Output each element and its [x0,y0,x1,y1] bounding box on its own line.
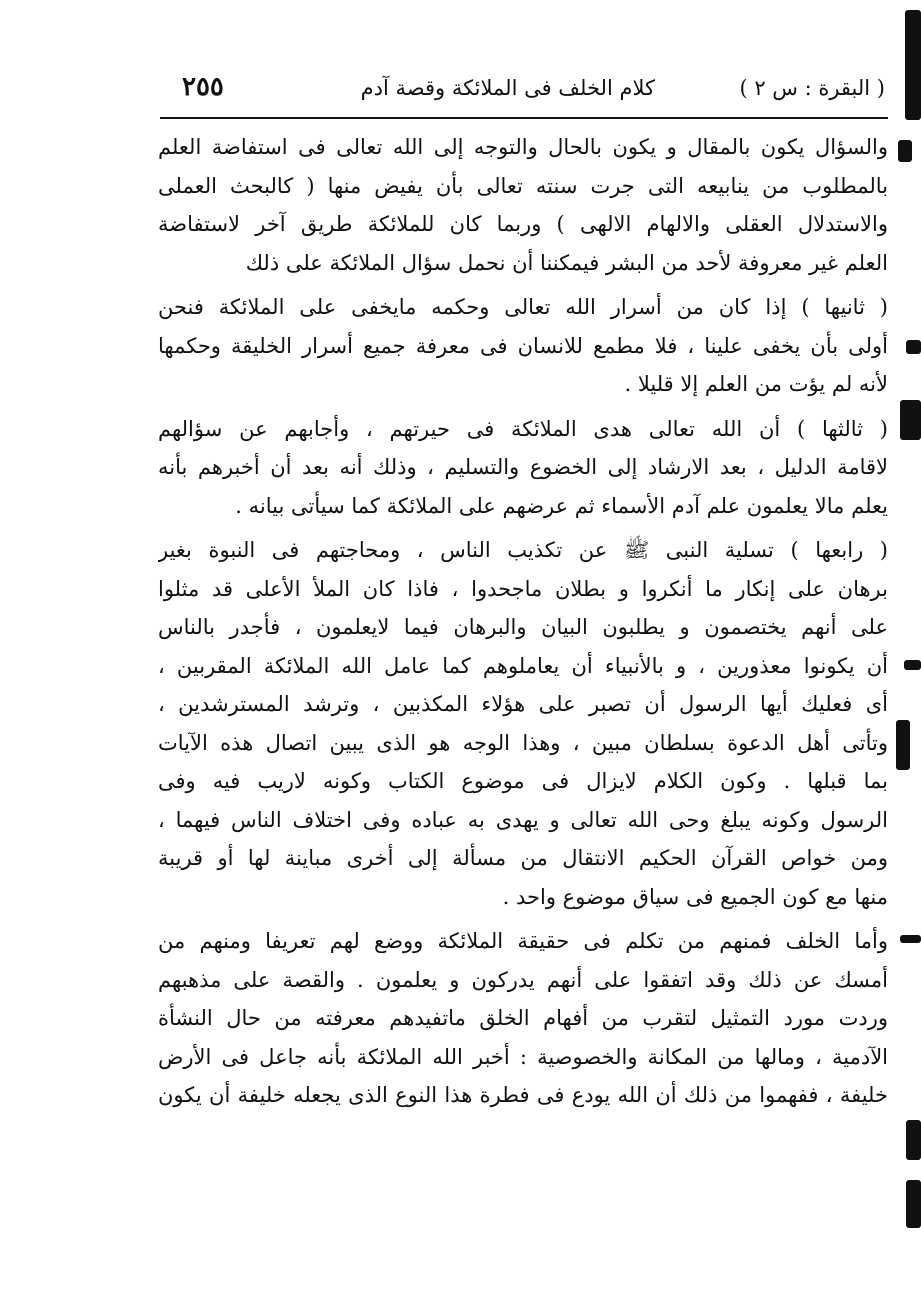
text-line: خليفة ، ففهموا من ذلك أن الله يودع فى فطرة هذا النوع الذى يجعله خليفة أن يكون [158,1083,888,1107]
text-line: برهان على إنكار ما أنكروا و بطلان ماجحدوا ، فاذا كان الملأ الأعلى قد مثلوا [158,576,888,601]
text-line: أى فعليك أيها الرسول أن تصبر على هؤلاء المكذبين ، وترشد المسترشدين ، [158,692,888,716]
text-line: وأما الخلف فمنهم من تكلم فى حقيقة الملائكة ووضع لهم تعريفا ومنهم من [158,929,888,953]
scan-artifact [905,10,921,120]
text-line: وتأتى أهل الدعوة بسلطان مبين ، وهذا الوجه هو الذى يبين اتصال هذه الآيات [158,730,888,755]
text-line: لأنه لم يؤت من العلم إلا قليلا . [624,372,888,396]
scan-artifact [906,340,921,354]
header-rule [160,117,888,119]
text-line: بما قبلها . وكون الكلام لايزال فى موضوع الكتاب وكونه لاريب فيه وفى [158,769,888,793]
text-line: أولى بأن يخفى علينا ، فلا مطمع للانسان فى معرفة جميع أسرار الخليقة وحكمها [158,333,888,358]
text-line: أمسك عن ذلك وقد اتفقوا على أنهم يدركون و يعلمون . والقصة على مذهبهم [158,967,888,992]
text-line: العلم غير معروفة لأحد من البشر فيمكننا أن نحمل سؤال الملائكة على ذلك [245,250,888,275]
text-line: والاستدلال العقلى والالهام الالهى ) وربما كان للملائكة طريق آخر لاستفاضة [158,212,888,236]
scan-artifact [900,400,921,440]
paragraph-3 [158,410,888,526]
text-line: وردت مورد التمثيل لتقرب من أفهام الخلق ماتفيدهم معرفته من حال النشأة [158,1006,888,1030]
scan-artifact [906,1180,921,1228]
running-header [160,62,885,116]
text-line: ومن خواص القرآن الحكيم الانتقال من مسألة إلى أخرى مباينة لها أو قريبة [158,846,888,870]
paragraph-2 [158,288,888,404]
text-line: والسؤال يكون بالمقال و يكون بالحال والتوجه إلى الله تعالى فى استفاضة العلم [158,135,888,159]
text-line: أن يكونوا معذورين ، و بالأنبياء أن يعاملوهم كما عامل الله الملائكة المقربين ، [158,653,888,678]
text-line: منها مع كون الجميع فى سياق موضوع واحد . [502,884,888,909]
paragraph-1 [158,128,888,282]
text-line: على أنهم يختصمون و يطلبون البيان والبرهان فيما لايعلمون ، فأجدر بالناس [158,615,888,639]
page-body [158,128,888,1115]
scan-artifact [896,720,910,770]
page-title: كلام الخلف فى الملائكة وقصة آدم [360,76,655,100]
page-number: ٢٥٥ [182,72,224,102]
text-line: الآدمية ، ومالها من المكانة والخصوصية : أخبر الله الملائكة بأنه جاعل فى الأرض [158,1044,888,1069]
text-line: ( ثالثها ) أن الله تعالى هدى الملائكة فى حيرتهم ، وأجابهم عن سؤالهم [158,416,888,441]
text-line: الرسول وكونه يبلغ وحى الله تعالى و يهدى به عباده وفى اختلاف الناس فيهما ، [158,807,888,832]
text-line: ( ثانيها ) إذا كان من أسرار الله تعالى وحكمه مايخفى على الملائكة فنحن [158,295,888,319]
surah-reference: ( البقرة : س ٢ ) [739,76,885,100]
scan-artifact [898,140,912,162]
scan-artifact [906,1120,921,1160]
text-line: يعلم مالا يعلمون علم آدم الأسماء ثم عرضهم على الملائكة كما سيأتى بيانه . [235,493,888,518]
text-line: ( رابعها ) تسلية النبى ﷺ عن تكذيب الناس ، ومحاجتهم فى النبوة بغير [158,538,888,562]
text-line: لاقامة الدليل ، بعد الارشاد إلى الخضوع والتسليم ، وذلك أنه بعد أن أخبرهم بأنه [158,455,888,479]
text-line: بالمطلوب من ينابيعه التى جرت سنته تعالى بأن يفيض منها ( كالبحث العملى [158,173,888,198]
paragraph-5 [158,922,888,1115]
paragraph-4 [158,531,888,916]
scan-artifact [900,935,921,943]
scan-artifact [904,660,921,670]
